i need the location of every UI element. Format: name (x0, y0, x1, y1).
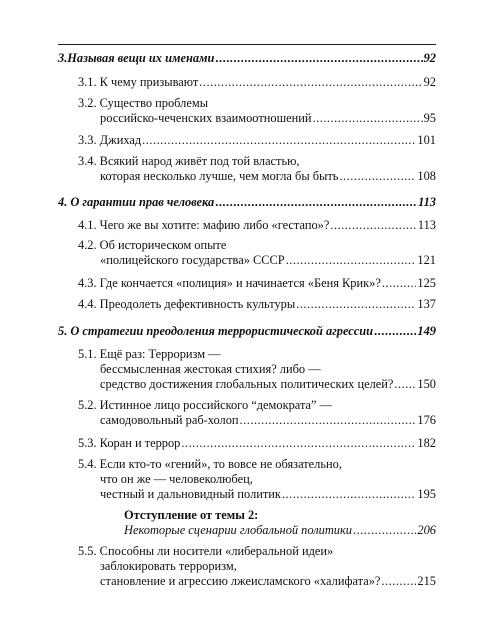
toc-item-5-2-line1: 5.2. Истинное лицо российского “демократа” — (78, 398, 333, 412)
toc-page-number: 195 (417, 487, 436, 501)
toc-item-5-3 (78, 436, 436, 451)
leader-dots (374, 324, 416, 339)
toc-page-number: 95 (423, 111, 436, 125)
leader-dots (339, 169, 416, 184)
leader-dots (394, 377, 416, 392)
toc-page-number: 137 (417, 297, 436, 311)
toc-item-5-4 (100, 487, 436, 502)
toc-item-title: 3.3. Джихад (78, 133, 142, 147)
toc-page-number: 176 (417, 413, 436, 427)
toc-item-title: 4.1. Чего же вы хотите: мафию либо «гестапо»? (78, 218, 330, 232)
leader-dots (296, 297, 416, 312)
toc-item-4-2 (100, 253, 436, 268)
leader-dots (199, 75, 422, 90)
toc-page-number: 113 (417, 218, 436, 232)
digression-title: Отступление от темы 2: (124, 508, 259, 522)
leader-dots (313, 111, 423, 126)
toc-item-5-5-line1: 5.5. Способны ли носители «либеральной идеи» (78, 544, 334, 558)
toc-item-4-1 (78, 218, 436, 233)
toc-item-5-5-line2: заблокировать терроризм, (100, 559, 237, 573)
leader-dots (181, 436, 416, 451)
toc-section-title: 5. О стратегии преодоления террористической агрессии (58, 324, 374, 338)
toc-page-number: 113 (418, 195, 436, 209)
toc-item-title: 3.1. К чему призывают (78, 75, 199, 89)
toc-item-5-1 (100, 377, 436, 392)
leader-dots (142, 133, 416, 148)
toc-page-number: 215 (417, 574, 436, 588)
toc-section-3 (58, 51, 436, 66)
toc-digression-2 (124, 523, 436, 538)
toc-item-5-4-line1: 5.4. Если кто-то «гений», то вовсе не обязательно, (78, 457, 342, 471)
toc-page-number: 92 (423, 75, 436, 89)
toc-page-number: 121 (417, 253, 436, 267)
toc-section-4 (58, 195, 436, 210)
toc-item-title: средство достижения глобальных политических целей? (100, 377, 394, 391)
toc-page-number: 92 (423, 51, 436, 65)
leader-dots (330, 218, 417, 233)
toc-page-number: 150 (417, 377, 436, 391)
toc-item-title: самодовольный раб-холоп (100, 413, 239, 427)
leader-dots (286, 253, 417, 268)
toc-page-number: 125 (417, 276, 436, 290)
toc-item-3-3 (78, 133, 436, 148)
toc-item-title: которая несколько лучше, чем могла бы быть (100, 169, 339, 183)
leader-dots (382, 276, 417, 291)
leader-dots (282, 487, 416, 502)
toc-item-3-2 (100, 111, 436, 126)
top-rule (58, 44, 436, 45)
toc-item-title: становление и агрессию лжеисламского «халифата»? (100, 574, 381, 588)
toc-item-5-5 (100, 574, 436, 589)
toc-item-3-4 (100, 169, 436, 184)
toc-item-5-4-line2: что он же — человеколюбец, (100, 472, 253, 486)
leader-dots (353, 523, 416, 538)
toc-item-5-1-line1: 5.1. Ещё раз: Терроризм — (78, 347, 221, 361)
toc-item-title: «полицейского государства» СССР (100, 253, 285, 267)
toc-page-number: 182 (417, 436, 436, 450)
toc-page-number: 101 (417, 133, 436, 147)
toc-item-title: российско-чеченских взаимоотношений (100, 111, 312, 125)
toc-item-5-2 (100, 413, 436, 428)
toc-item-title: честный и дальновидный политик (100, 487, 281, 501)
toc-item-4-3 (78, 276, 436, 291)
toc-item-title: 5.3. Коран и террор (78, 436, 181, 450)
toc-item-3-1 (78, 75, 436, 90)
toc-page-number: 108 (417, 169, 436, 183)
toc-section-5 (58, 324, 436, 339)
digression-subtitle: Некоторые сценарии глобальной политики (124, 523, 352, 537)
leader-dots (215, 195, 417, 210)
toc-item-3-4-line1: 3.4. Всякий народ живёт под той властью, (78, 154, 300, 168)
toc-item-5-1-line2: бессмысленная жестокая стихия? либо — (100, 362, 321, 376)
toc-section-title: 3.Называя вещи их именами (58, 51, 215, 65)
toc-item-4-2-line1: 4.2. Об историческом опыте (78, 238, 227, 252)
toc-item-4-4 (78, 297, 436, 312)
toc-item-3-2-line1: 3.2. Существо проблемы (78, 96, 209, 110)
toc-item-title: 4.3. Где кончается «полиция» и начинается «Беня Крик»? (78, 276, 381, 290)
toc-page-number: 206 (417, 523, 436, 537)
toc-page-number: 149 (417, 324, 436, 338)
toc-section-title: 4. О гарантии прав человека (58, 195, 215, 209)
leader-dots (381, 574, 416, 589)
leader-dots (240, 413, 417, 428)
toc-item-title: 4.4. Преодолеть дефективность культуры (78, 297, 296, 311)
leader-dots (215, 51, 422, 66)
